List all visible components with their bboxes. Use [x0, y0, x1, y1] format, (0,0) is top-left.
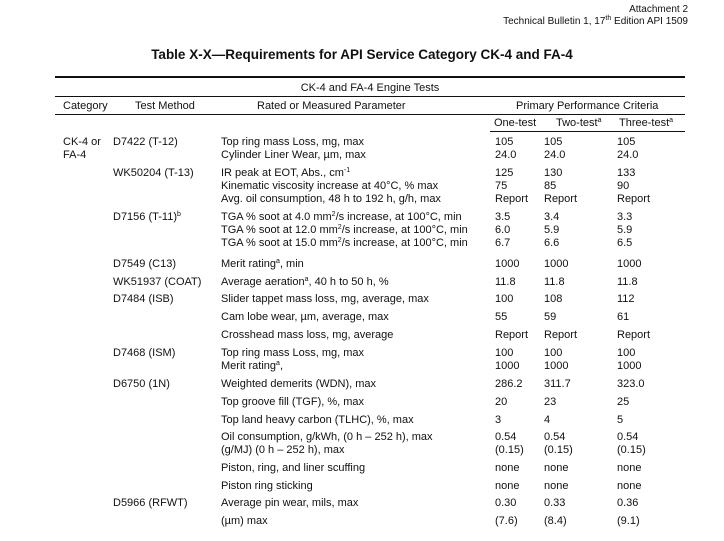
three-test-value: 105 — [617, 136, 636, 148]
rated-parameter: TGA % soot at 4.0 $mm^2/s$ increase, at 100°C, min — [221, 211, 462, 223]
rated-parameter: Piston, ring, and liner scuffing — [221, 462, 366, 474]
test-method: D7468 (ISM) — [113, 347, 176, 359]
three-test-value: none — [617, 462, 642, 474]
two-test-value: 85 — [544, 180, 557, 192]
two-test-value: 59 — [544, 311, 557, 323]
rated-parameter: Oil consumption, g/kWh, (0 h – 252 h), max — [221, 431, 433, 443]
one-test-value: 286.2 — [495, 378, 523, 390]
column-header-criteria: Primary Performance Criteria — [516, 100, 659, 112]
table-top-rule — [55, 76, 685, 78]
attachment-label: Attachment 2 — [629, 4, 688, 15]
rated-parameter: IR peak at EOT, Abs., $cm^{-1}$ — [221, 167, 351, 179]
one-test-value: 11.8 — [495, 276, 516, 288]
one-test-value: Report — [495, 329, 529, 341]
three-test-value: 61 — [617, 311, 630, 323]
three-test-value: 6.5 — [617, 237, 633, 249]
two-test-value: (8.4) — [544, 515, 567, 527]
one-test-value: 100 — [495, 293, 514, 305]
bulletin-reference — [503, 16, 688, 28]
subheader-three-test: Three-test$^a$ — [619, 117, 674, 129]
column-header-method: Test Method — [135, 100, 195, 112]
one-test-value: 6.7 — [495, 237, 511, 249]
test-method: D6750 (1N) — [113, 378, 170, 390]
two-test-value: none — [544, 462, 569, 474]
three-test-value: (9.1) — [617, 515, 640, 527]
two-test-value: Report — [544, 329, 578, 341]
rated-parameter: TGA % soot at 15.0 $mm^2/s$ increase, at 100°C, min — [221, 237, 468, 249]
two-test-value: 4 — [544, 414, 551, 426]
rated-parameter: Average aeration$^a$, 40 h to 50 h, % — [221, 276, 389, 288]
rated-parameter: Piston ring sticking — [221, 480, 313, 492]
three-test-value: 1000 — [617, 360, 642, 372]
column-header-category: Category — [63, 100, 108, 112]
span-header-rule — [55, 96, 685, 97]
three-test-value: none — [617, 480, 642, 492]
two-test-value: 311.7 — [544, 378, 571, 390]
two-test-value: 1000 — [544, 360, 569, 372]
column-header-parameter: Rated or Measured Parameter — [257, 100, 406, 112]
three-test-value: 323.0 — [617, 378, 645, 390]
two-test-value: 108 — [544, 293, 563, 305]
three-test-footnote: a — [669, 117, 674, 124]
three-test-value: Report — [617, 193, 651, 205]
parameter-superscript: 2 — [337, 237, 342, 244]
subheader-rule — [490, 131, 685, 132]
two-test-value: none — [544, 480, 569, 492]
one-test-value: 1000 — [495, 258, 520, 270]
three-test-value: 0.54 — [617, 431, 639, 443]
test-method: D7484 (ISB) — [113, 293, 174, 305]
two-test-value: 130 — [544, 167, 563, 179]
rated-parameter: (µm) max — [221, 515, 268, 527]
parameter-superscript: 2 — [337, 224, 342, 231]
three-test-value: 3.3 — [617, 211, 633, 223]
one-test-value: 0.54 — [495, 431, 517, 443]
test-method: WK50204 (T-13) — [113, 167, 194, 179]
one-test-value: none — [495, 480, 520, 492]
three-test-value: 133 — [617, 167, 636, 179]
two-test-value: Report — [544, 193, 578, 205]
three-test-value: 1000 — [617, 258, 642, 270]
one-test-value: 105 — [495, 136, 514, 148]
one-test-value: 0.30 — [495, 497, 517, 509]
one-test-value: 1000 — [495, 360, 520, 372]
one-test-value: 125 — [495, 167, 514, 179]
three-test-value: 90 — [617, 180, 630, 192]
rated-parameter: Kinematic viscosity increase at 40°C, % max — [221, 180, 439, 192]
rated-parameter: Cylinder Liner Wear, µm, max — [221, 149, 366, 161]
rated-parameter: Crosshead mass loss, mg, average — [221, 329, 394, 341]
three-test-value: 100 — [617, 347, 636, 359]
one-test-value: Report — [495, 193, 529, 205]
two-test-value: 0.54 — [544, 431, 566, 443]
parameter-superscript: a — [276, 258, 280, 265]
rated-parameter: Cam lobe wear, µm, average, max — [221, 311, 389, 323]
three-test-value: 25 — [617, 396, 630, 408]
one-test-value: 100 — [495, 347, 514, 359]
rated-parameter: Weighted demerits (WDN), max — [221, 378, 377, 390]
bulletin-text: Technical Bulletin 1, 17 — [503, 16, 606, 27]
parameter-superscript: a — [276, 360, 280, 367]
rated-parameter: Top land heavy carbon (TLHC), %, max — [221, 414, 414, 426]
two-test-footnote: a — [597, 117, 602, 124]
one-test-value: 3.5 — [495, 211, 511, 223]
two-test-value: 3.4 — [544, 211, 560, 223]
attachment-header — [503, 4, 688, 28]
edition-superscript: th — [605, 15, 612, 22]
rated-parameter: Merit rating$^a$, min — [221, 258, 304, 270]
rated-parameter: Slider tappet mass loss, mg, average, max — [221, 293, 429, 305]
test-method: D5966 (RFWT) — [113, 497, 188, 509]
parameter-superscript: -1 — [343, 167, 351, 174]
three-test-value: 5.9 — [617, 224, 633, 236]
rated-parameter: Merit rating$^a$, — [221, 360, 283, 372]
one-test-value: (0.15) — [495, 444, 524, 456]
table-title: Table X-X—Requirements for API Service Category CK-4 and FA-4 — [151, 47, 573, 62]
test-method: D7422 (T-12) — [113, 136, 178, 148]
three-test-value: 11.8 — [617, 276, 638, 288]
column-header-rule — [55, 114, 685, 115]
two-test-value: (0.15) — [544, 444, 573, 456]
two-test-value: 6.6 — [544, 237, 560, 249]
one-test-value: 20 — [495, 396, 508, 408]
one-test-value: (7.6) — [495, 515, 518, 527]
two-test-value: 11.8 — [544, 276, 565, 288]
test-method: D7156 $(T-11)^b$ — [113, 211, 181, 223]
subheader-one-test: One-test — [494, 117, 537, 129]
rated-parameter: Average pin wear, mils, max — [221, 497, 359, 509]
two-test-value: 24.0 — [544, 149, 566, 161]
category-cell: CK-4 or FA-4 — [63, 136, 101, 161]
rated-parameter: Top groove fill (TGF), %, max — [221, 396, 365, 408]
two-test-value: 105 — [544, 136, 563, 148]
two-test-value: 1000 — [544, 258, 569, 270]
three-test-value: 0.36 — [617, 497, 639, 509]
one-test-value: 55 — [495, 311, 508, 323]
rated-parameter: (g/MJ) (0 h – 252 h), max — [221, 444, 345, 456]
rated-parameter: Top ring mass Loss, mg, max — [221, 347, 365, 359]
rated-parameter: Top ring mass Loss, mg, max — [221, 136, 365, 148]
rated-parameter: Avg. oil consumption, 48 h to 192 h, g/h, max — [221, 193, 441, 205]
method-footnote: b — [177, 211, 181, 218]
test-method: WK51937 (COAT) — [113, 276, 202, 288]
two-test-value: 23 — [544, 396, 557, 408]
test-method: D7549 (C13) — [113, 258, 176, 270]
three-test-value: 5 — [617, 414, 624, 426]
two-test-value: 0.33 — [544, 497, 566, 509]
one-test-value: 24.0 — [495, 149, 517, 161]
rated-parameter: TGA % soot at 12.0 $mm^2/s$ increase, at 100°C, min — [221, 224, 468, 236]
one-test-value: 75 — [495, 180, 508, 192]
span-header: CK-4 and FA-4 Engine Tests — [300, 82, 440, 94]
two-test-value: 5.9 — [544, 224, 560, 236]
one-test-value: 6.0 — [495, 224, 511, 236]
parameter-superscript: a — [304, 276, 309, 283]
three-test-value: 24.0 — [617, 149, 639, 161]
three-test-value: (0.15) — [617, 444, 646, 456]
subheader-two-test: Two-test$^a$ — [556, 117, 602, 129]
parameter-superscript: 2 — [331, 211, 336, 218]
two-test-value: 100 — [544, 347, 563, 359]
three-test-value: Report — [617, 329, 651, 341]
three-test-value: 112 — [617, 293, 635, 305]
one-test-value: none — [495, 462, 520, 474]
one-test-value: 3 — [495, 414, 502, 426]
bulletin-text-end: Edition API 1509 — [611, 16, 688, 27]
